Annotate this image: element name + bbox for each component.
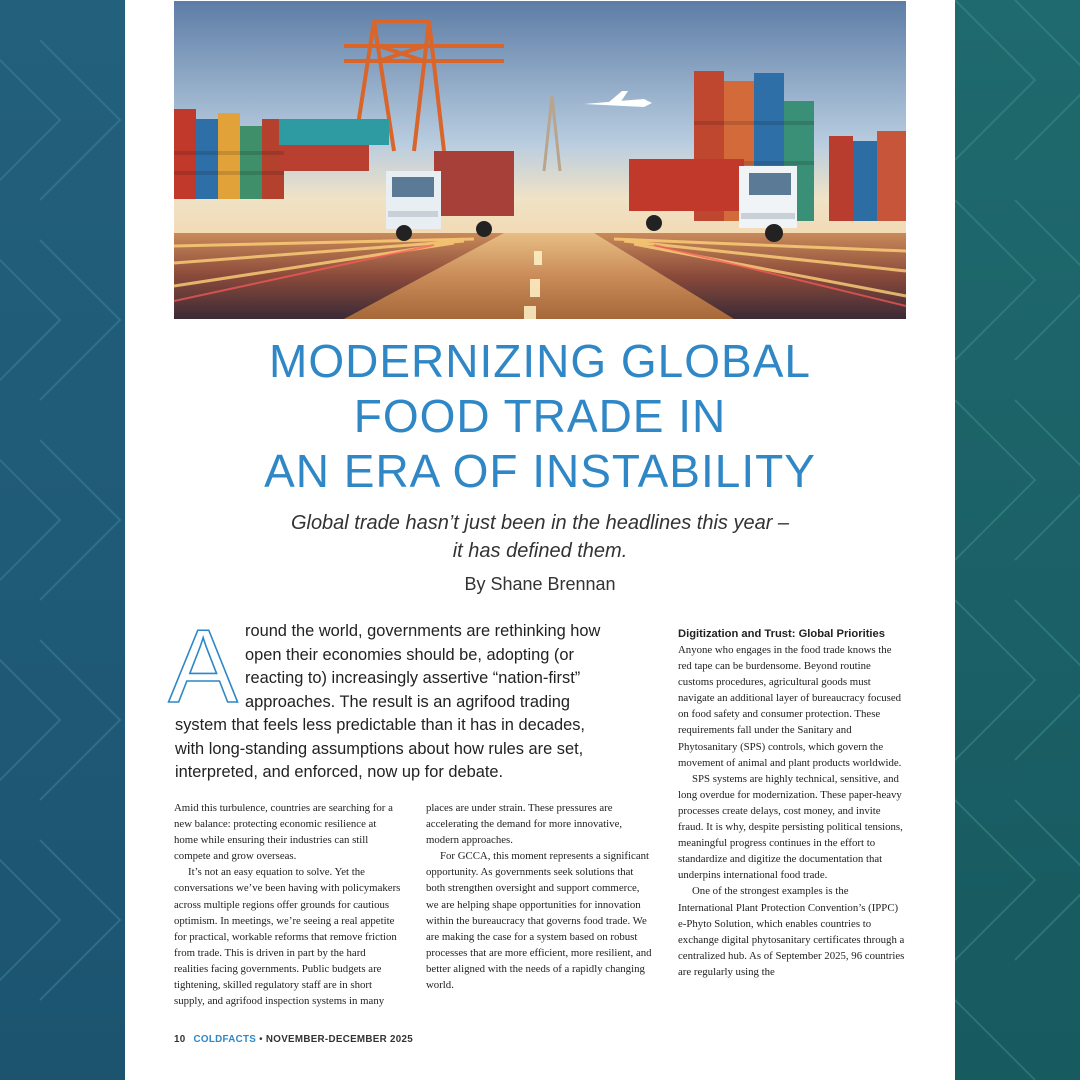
lede-text: round the world, governments are rethinking how open their economies should be, adopting (or reacting to) increasingly assertive “nation-first” approaches. The result is an agrifood trading system that feels less predictable than it has in decades, with long-standing assumptions about how rules are set, interpreted, and enforced, now up for debate. bbox=[175, 622, 601, 781]
lede-paragraph bbox=[168, 609, 605, 785]
left-geometric-pattern bbox=[0, 0, 125, 1080]
col2-paragraph-2: For GCCA, this moment represents a significant opportunity. As governments seek solutions that both strengthen oversight and support commerce, we are helping shape opportunities for innovation within the bureaucracy that governs food trade. We are making the case for a system based on robust processes that are more efficient, more resilient, and better aligned with the needs of a rapidly changing world. bbox=[426, 850, 652, 992]
body-column-3 bbox=[678, 626, 906, 980]
footer-separator: • bbox=[259, 1034, 263, 1045]
subtitle-line-2: it has defined them. bbox=[452, 540, 628, 562]
issue-date: NOVEMBER-DECEMBER 2025 bbox=[265, 1034, 413, 1045]
body-column-2 bbox=[426, 800, 654, 993]
col1-paragraph-1: Amid this turbulence, countries are searching for a new balance: protecting economic resilience at home while ensuring their industries can still compete and grow overseas. bbox=[174, 802, 393, 863]
drop-cap-letter: A bbox=[168, 609, 238, 725]
page-footer bbox=[174, 1034, 413, 1045]
magazine-brand bbox=[194, 1034, 257, 1045]
hero-photo-trucks-containers bbox=[174, 1, 906, 319]
article-title bbox=[125, 334, 955, 499]
title-line-1: MODERNIZING GLOBAL bbox=[269, 335, 811, 387]
title-line-3: AN ERA OF INSTABILITY bbox=[264, 445, 816, 497]
byline: By Shane Brennan bbox=[464, 574, 616, 594]
subtitle-line-1: Global trade hasn’t just been in the headlines this year – bbox=[290, 512, 790, 534]
col1-paragraph-2: It’s not an easy equation to solve. Yet the conversations we’ve been having with policymakers across multiple regions offer grounds for cautious optimism. In meetings, we’re seeing a real appetite for practical, workable reforms that remove friction from trade. This is driven in part by the hard realities facing governments. Public budgets are tightening, skilled regulatory staff are in short supply, and agrifood inspection systems in many bbox=[174, 866, 401, 1008]
col3-paragraph-1: Anyone who engages in the food trade knows the red tape can be burdensome. Beyond routine customs procedures, agricultural goods must navigate an additional layer of bureaucracy focused on food safety and consumer protection. These requirements fall under the Sanitary and Phytosanitary (SPS) controls, which govern the movement of animal and plant products worldwide. bbox=[678, 644, 902, 769]
magazine-page bbox=[125, 0, 955, 1080]
col3-paragraph-3: One of the strongest examples is the International Plant Protection Convention’s (IPPC) e-Phyto Solution, which enables countries to exchange digital phytosanitary certificates through a centralized hub. As of September 2025, 96 countries are regularly using the bbox=[678, 885, 905, 978]
brand-cold: COLD bbox=[193, 1034, 223, 1045]
body-column-1 bbox=[174, 800, 402, 1009]
col3-paragraph-2: SPS systems are highly technical, sensitive, and long overdue for modernization. These paper-heavy processes create delays, cost money, and invite fraud. It is why, despite persisting political tensions, meaningful progress continues in the effort to standardize and digitize the documentation that underpins international food trade. bbox=[678, 772, 903, 882]
drop-cap bbox=[168, 609, 238, 725]
page-number: 10 bbox=[174, 1034, 186, 1045]
right-geometric-pattern bbox=[955, 0, 1080, 1080]
title-line-2: FOOD TRADE IN bbox=[353, 390, 727, 442]
brand-facts: FACTS bbox=[222, 1034, 257, 1045]
section-heading: Digitization and Trust: Global Priorities bbox=[678, 628, 885, 640]
col2-paragraph-1: places are under strain. These pressures are accelerating the demand for more innovative, modern approaches. bbox=[426, 802, 623, 847]
article-subtitle bbox=[125, 509, 955, 565]
